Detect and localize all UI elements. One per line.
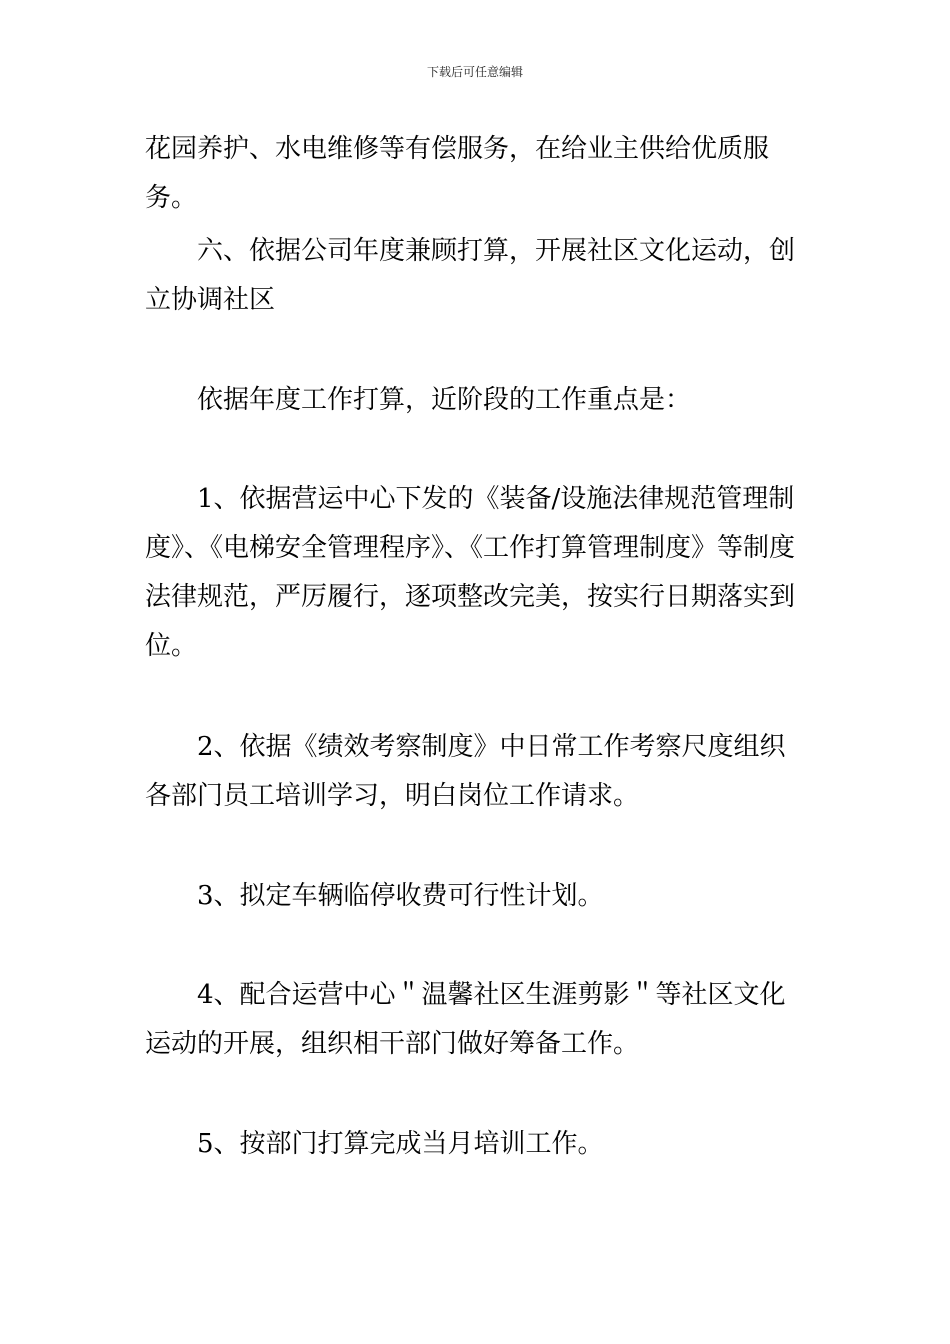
page-header: 下载后可任意编辑 — [426, 65, 523, 79]
paragraph-item-3: 3、拟定车辆临停收费可行性计划。 — [197, 881, 604, 911]
paragraph-item-4: 4、配合运营中心＂温馨社区生涯剪影＂等社区文化运动的开展，组织相干部门做好筹备工作。 — [145, 980, 786, 1059]
paragraph-item-2: 2、依据《绩效考察制度》中日常工作考察尺度组织各部门员工培训学习，明白岗位工作请求。 — [145, 732, 786, 811]
paragraph-item-5: 5、按部门打算完成当月培训工作。 — [197, 1129, 604, 1159]
paragraph-section-six: 六、依据公司年度兼顾打算，开展社区文化运动，创立协调社区 — [145, 236, 796, 315]
paragraph-continuation: 花园养护、水电维修等有偿服务，在给业主供给优质服务。 — [145, 134, 770, 213]
paragraph-item-1: 1、依据营运中心下发的《装备/设施法律规范管理制度》、《电梯安全管理程序》、《工作打算管理制度》等制度法律规范，严厉履行，逐项整改完美，按实行日期落实到位。 — [145, 484, 796, 661]
paragraph-intro: 依据年度工作打算，近阶段的工作重点是： — [197, 385, 692, 415]
